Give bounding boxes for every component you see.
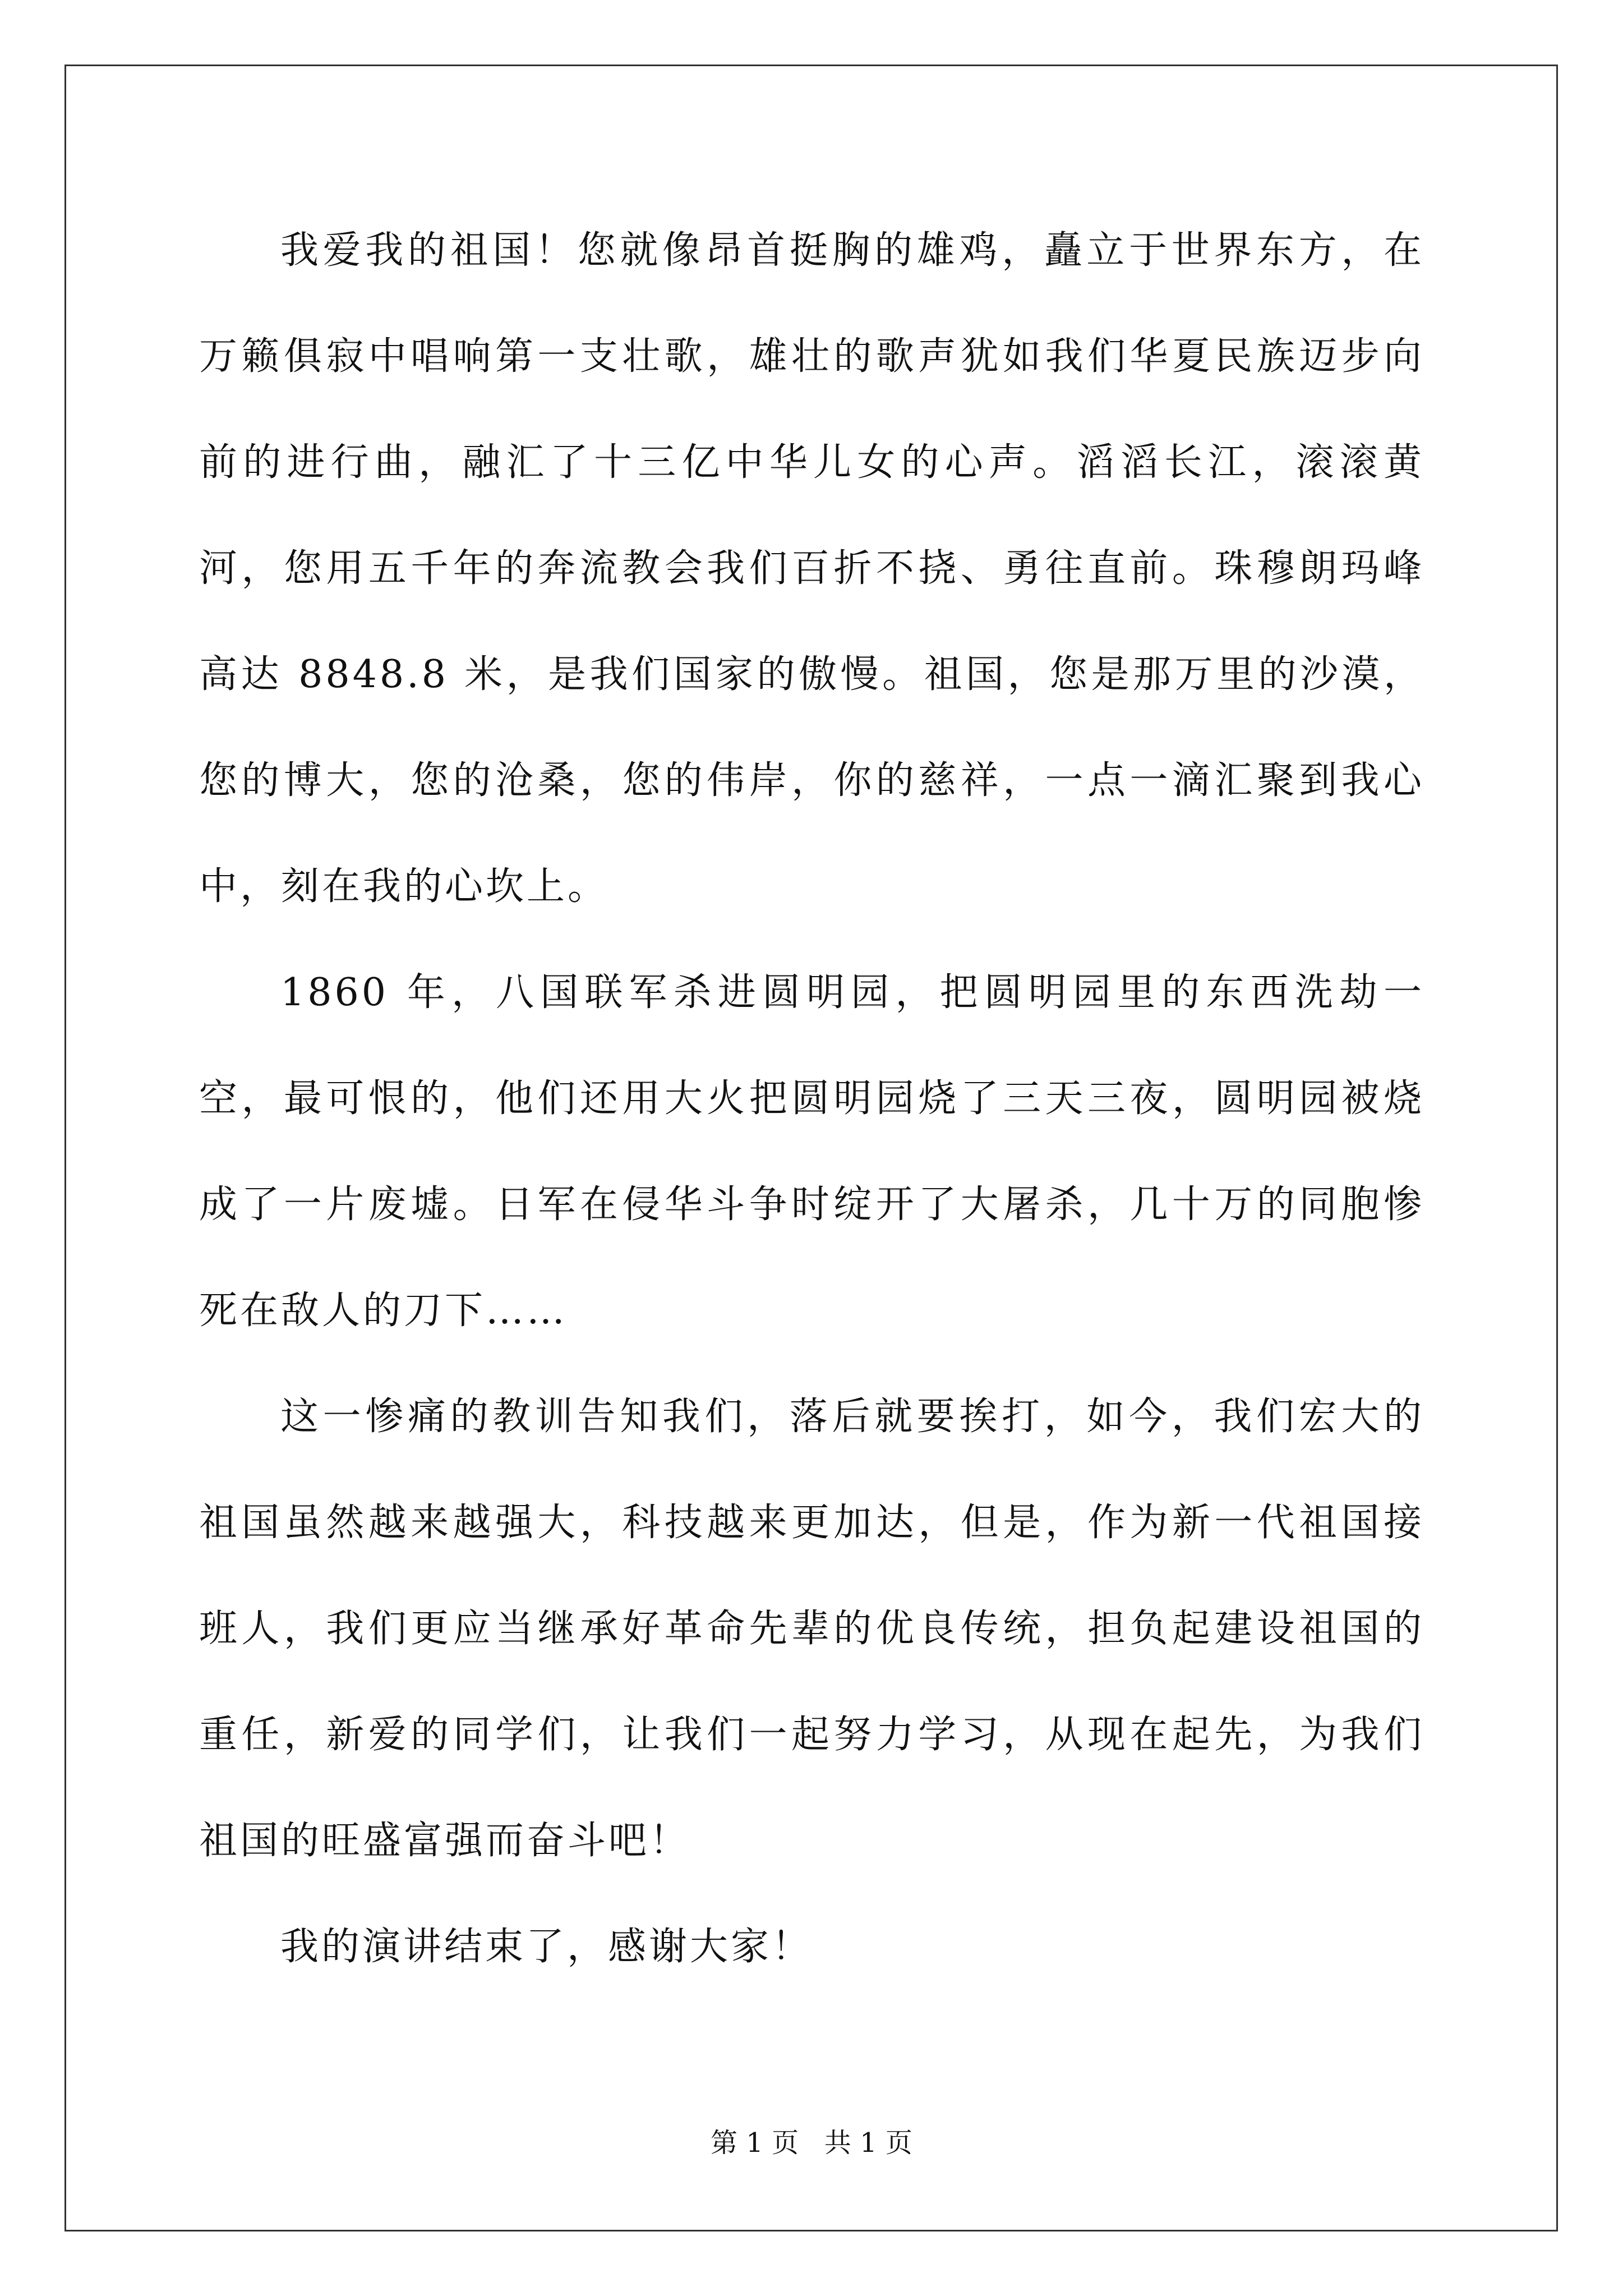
paragraph-4: 我的演讲结束了，感谢大家！: [280, 1925, 813, 1969]
paragraph-3: 这一惨痛的教训告知我们，落后就要挨打，如今，我们宏大的祖国虽然越来越强大，科技越来更加达，但是，作为新一代祖国接班人，我们更应当继承好革命先辈的优良传统，担负起建设祖国的重任，新爱的同学们，让我们一起努力学习，从现在起先，为我们祖国的旺盛富强而奋斗吧！: [199, 1395, 1424, 1863]
paragraph-2: 1860 年，八国联军杀进圆明园，把圆明园里的东西洗劫一空，最可恨的，他们还用大火把圆明园烧了三天三夜，圆明园被烧成了一片废墟。日军在侵华斗争时绽开了大屠杀，几十万的同胞惨死在敌人的刀下……: [199, 970, 1424, 1333]
page-footer: 第 1 页 共 1 页: [711, 2127, 912, 2159]
document-body: [199, 197, 1424, 2000]
paragraph-1: 我爱我的祖国！您就像昂首挺胸的雄鸡，矗立于世界东方，在万籁俱寂中唱响第一支壮歌，雄壮的歌声犹如我们华夏民族迈步向前的进行曲，融汇了十三亿中华儿女的心声。滔滔长江，滚滚黄河，您用五千年的奔流教会我们百折不挠、勇往直前。珠穆朗玛峰高达 8848.8 米，是我们国家的傲慢。祖国，您是那万里的沙漠，您的博大，您的沧桑，您的伟岸，你的慈祥，一点一滴汇聚到我心中，刻在我的心坎上。: [199, 228, 1424, 909]
